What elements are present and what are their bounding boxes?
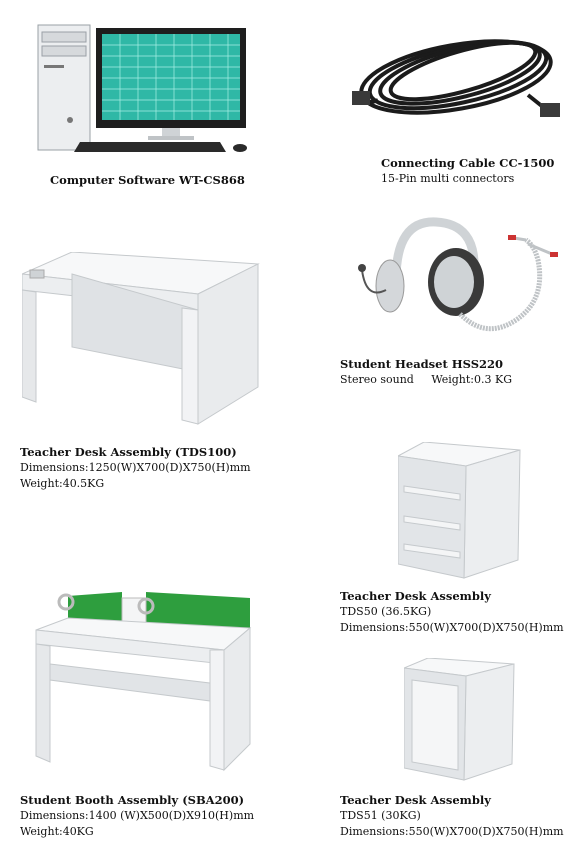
product-detail: Stereo sound Weight:0.3 KG	[340, 373, 512, 386]
product-title: Computer Software WT-CS868	[50, 173, 245, 187]
product-title: Teacher Desk Assembly	[340, 793, 491, 807]
cable-image	[348, 25, 568, 130]
product-detail: Weight:40.5KG	[20, 477, 105, 490]
product-title: Student Headset HSS220	[340, 357, 504, 371]
product-detail: Dimensions:550(W)X700(D)X750(H)mm	[340, 825, 564, 838]
product-detail: Dimensions:1250(W)X700(D)X750(H)mm	[20, 461, 251, 474]
desk-image	[22, 252, 262, 427]
product-detail: Dimensions:550(W)X700(D)X750(H)mm	[340, 621, 564, 634]
product-title: Connecting Cable CC-1500	[381, 156, 555, 170]
shelf-cabinet-image	[398, 442, 522, 580]
open-cabinet-image	[404, 658, 516, 783]
product-title: Student Booth Assembly (SBA200)	[20, 793, 245, 807]
product-title: Teacher Desk Assembly (TDS100)	[20, 445, 237, 459]
headset-image	[356, 210, 566, 345]
product-detail: TDS51 (30KG)	[340, 809, 421, 822]
product-detail: TDS50 (36.5KG)	[340, 605, 432, 618]
product-detail: 15-Pin multi connectors	[381, 172, 515, 185]
booth-image	[28, 584, 258, 774]
product-title: Teacher Desk Assembly	[340, 589, 491, 603]
product-detail: Weight:40KG	[20, 825, 94, 838]
product-detail: Dimensions:1400 (W)X500(D)X910(H)mm	[20, 809, 255, 822]
computer-monitor-image	[30, 20, 255, 155]
